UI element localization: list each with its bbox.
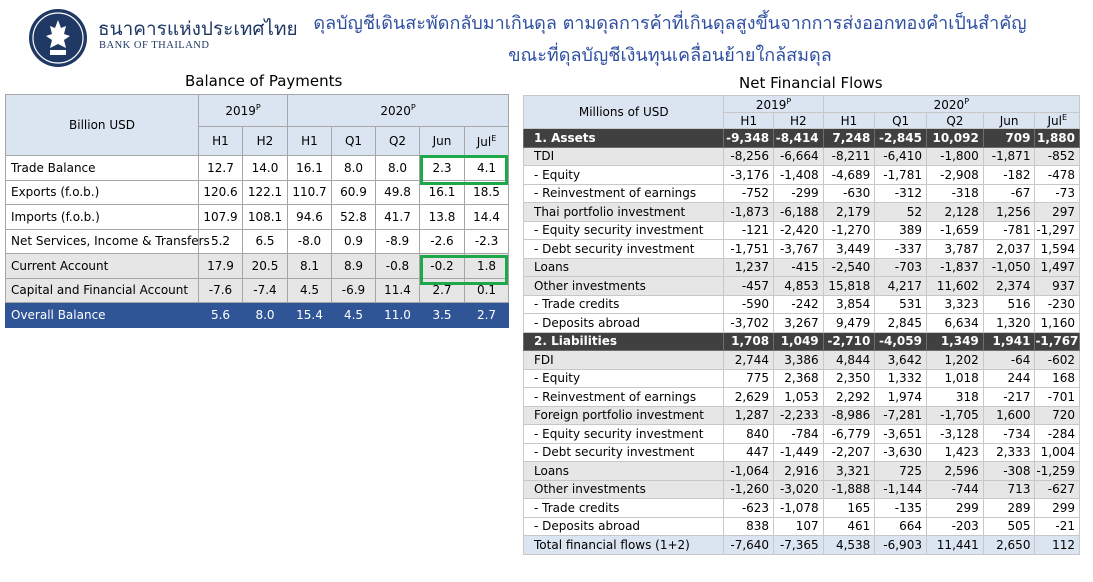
table-row [524, 443, 1080, 462]
value-cell: -6.9 [332, 278, 376, 303]
row-label: Foreign portfolio investment [524, 406, 724, 425]
value-cell: -457 [724, 277, 774, 296]
value-cell: -7,365 [774, 536, 824, 555]
value-cell: -3,702 [724, 314, 774, 333]
value-cell: 10,092 [926, 129, 983, 148]
value-cell: 3,323 [926, 295, 983, 314]
table-row [524, 166, 1080, 185]
table-row [524, 184, 1080, 203]
value-cell: -7.4 [243, 278, 288, 303]
value-cell: 1,880 [1035, 129, 1080, 148]
value-cell: 4.5 [332, 303, 376, 328]
value-cell: 3,854 [823, 295, 875, 314]
value-cell: -2.6 [420, 229, 465, 254]
value-cell: 8.9 [332, 254, 376, 279]
value-cell: 4,844 [823, 351, 875, 370]
value-cell: 60.9 [332, 180, 376, 205]
value-cell: 8.0 [376, 156, 420, 181]
value-cell: -1,050 [983, 258, 1035, 277]
nff-col-header: Jul$^E$ [1035, 113, 1080, 129]
value-cell: -852 [1035, 147, 1080, 166]
table-row [524, 221, 1080, 240]
value-cell: 1,256 [983, 203, 1035, 222]
value-cell: 709 [983, 129, 1035, 148]
value-cell: -64 [983, 351, 1035, 370]
value-cell: 5.6 [199, 303, 243, 328]
value-cell: 297 [1035, 203, 1080, 222]
value-cell: -1,144 [875, 480, 927, 499]
value-cell: -8.0 [288, 229, 332, 254]
row-label: - Deposits abroad [524, 517, 724, 536]
bop-col-header: Jul$^E$ [465, 127, 509, 156]
value-cell: -3,767 [774, 240, 824, 259]
table-row [524, 406, 1080, 425]
value-cell: 107.9 [199, 205, 243, 230]
value-cell: -2.3 [465, 229, 509, 254]
table-row [524, 240, 1080, 259]
value-cell: 1,423 [926, 443, 983, 462]
row-label: Capital and Financial Account [6, 278, 199, 303]
value-cell: -73 [1035, 184, 1080, 203]
bop-col-header: H1 [288, 127, 332, 156]
row-label: Total financial flows (1+2) [524, 536, 724, 555]
value-cell: 389 [875, 221, 927, 240]
nff-year-2019: $2019^P$ [724, 96, 823, 113]
value-cell: 1,018 [926, 369, 983, 388]
nff-title: Net Financial Flows [739, 74, 883, 92]
bank-name-thai: ธนาคารแห่งประเทศไทย [98, 18, 298, 40]
bop-year-2020: $2020^P$ [288, 95, 509, 127]
value-cell: 840 [724, 425, 774, 444]
row-label: Other investments [524, 480, 724, 499]
row-label: - Trade credits [524, 295, 724, 314]
value-cell: 3,787 [926, 240, 983, 259]
value-cell: 937 [1035, 277, 1080, 296]
value-cell: 110.7 [288, 180, 332, 205]
bop-year-2019: $2019^P$ [199, 95, 288, 127]
headline-line-2: ขณะที่ดุลบัญชีเงินทุนเคลื่อนย้ายใกล้สมดุล [508, 45, 832, 66]
value-cell: 122.1 [243, 180, 288, 205]
value-cell: 1,287 [724, 406, 774, 425]
value-cell: -1,837 [926, 258, 983, 277]
bop-col-header: Q1 [332, 127, 376, 156]
net-financial-flows-table [523, 95, 1080, 555]
table-row [524, 517, 1080, 536]
row-label: - Debt security investment [524, 240, 724, 259]
value-cell: 3,386 [774, 351, 824, 370]
row-label: Imports (f.o.b.) [6, 205, 199, 230]
value-cell: 15.4 [288, 303, 332, 328]
value-cell: -590 [724, 295, 774, 314]
value-cell: -230 [1035, 295, 1080, 314]
table-row [524, 480, 1080, 499]
nff-unit-label: Millions of USD [524, 96, 724, 129]
row-label: - Debt security investment [524, 443, 724, 462]
value-cell: 8.1 [288, 254, 332, 279]
value-cell: -415 [774, 258, 824, 277]
value-cell: 725 [875, 462, 927, 481]
value-cell: 505 [983, 517, 1035, 536]
row-label: - Equity security investment [524, 425, 724, 444]
value-cell: 2,350 [823, 369, 875, 388]
value-cell: 1.8 [465, 254, 509, 279]
value-cell: -1,297 [1035, 221, 1080, 240]
bop-col-header: Q2 [376, 127, 420, 156]
bop-col-header: Jun [420, 127, 465, 156]
value-cell: -9,348 [724, 129, 774, 148]
value-cell: 2,596 [926, 462, 983, 481]
current-account-highlight-box [420, 255, 508, 285]
row-label: 2. Liabilities [524, 332, 724, 351]
value-cell: 2,179 [823, 203, 875, 222]
nff-col-header: Jun [983, 113, 1035, 129]
table-row [524, 388, 1080, 407]
value-cell: -1,751 [724, 240, 774, 259]
value-cell: -744 [926, 480, 983, 499]
value-cell: -781 [983, 221, 1035, 240]
bop-col-header: H1 [199, 127, 243, 156]
row-label: Loans [524, 258, 724, 277]
value-cell: -3,020 [774, 480, 824, 499]
table-row [524, 369, 1080, 388]
value-cell: 41.7 [376, 205, 420, 230]
value-cell: 52 [875, 203, 927, 222]
value-cell: 2,374 [983, 277, 1035, 296]
value-cell: -3,651 [875, 425, 927, 444]
value-cell: 2,744 [724, 351, 774, 370]
value-cell: -0.2 [420, 254, 465, 279]
value-cell: 16.1 [420, 180, 465, 205]
row-label: Other investments [524, 277, 724, 296]
value-cell: -1,871 [983, 147, 1035, 166]
value-cell: 11,441 [926, 536, 983, 555]
value-cell: 14.4 [465, 205, 509, 230]
value-cell: -1,449 [774, 443, 824, 462]
value-cell: 299 [1035, 499, 1080, 518]
headline-line-1: ดุลบัญชีเดินสะพัดกลับมาเกินดุล ตามดุลการค้าที่เกินดุลสูงขึ้นจากการส่งออกทองคำเป็นสำคัญ [313, 13, 1027, 34]
value-cell: -3,128 [926, 425, 983, 444]
value-cell: 775 [724, 369, 774, 388]
value-cell: 2.7 [420, 278, 465, 303]
value-cell: -2,710 [823, 332, 875, 351]
nff-col-header: H2 [774, 113, 824, 129]
value-cell: 15,818 [823, 277, 875, 296]
value-cell: 1,237 [724, 258, 774, 277]
value-cell: -121 [724, 221, 774, 240]
value-cell: 107 [774, 517, 824, 536]
value-cell: -602 [1035, 351, 1080, 370]
value-cell: 2.7 [465, 303, 509, 328]
value-cell: 165 [823, 499, 875, 518]
value-cell: 2,629 [724, 388, 774, 407]
value-cell: 1,600 [983, 406, 1035, 425]
table-row [524, 536, 1080, 555]
table-row [6, 205, 509, 230]
value-cell: 4.5 [288, 278, 332, 303]
value-cell: 12.7 [199, 156, 243, 181]
row-label: Thai portfolio investment [524, 203, 724, 222]
nff-col-header: H1 [823, 113, 875, 129]
value-cell: -4,689 [823, 166, 875, 185]
value-cell: -478 [1035, 166, 1080, 185]
value-cell: 461 [823, 517, 875, 536]
value-cell: -1,408 [774, 166, 824, 185]
value-cell: 49.8 [376, 180, 420, 205]
value-cell: 112 [1035, 536, 1080, 555]
value-cell: -3,630 [875, 443, 927, 462]
bank-of-thailand-seal-icon [28, 8, 88, 68]
value-cell: -299 [774, 184, 824, 203]
trade-balance-highlight-box [420, 155, 508, 185]
value-cell: 2,650 [983, 536, 1035, 555]
value-cell: -6,410 [875, 147, 927, 166]
table-row [524, 258, 1080, 277]
table-row [524, 351, 1080, 370]
value-cell: 2,333 [983, 443, 1035, 462]
value-cell: 17.9 [199, 254, 243, 279]
value-cell: -2,908 [926, 166, 983, 185]
value-cell: 1,594 [1035, 240, 1080, 259]
value-cell: 1,941 [983, 332, 1035, 351]
value-cell: -7.6 [199, 278, 243, 303]
row-label: - Equity [524, 166, 724, 185]
value-cell: -6,188 [774, 203, 824, 222]
table-row [524, 425, 1080, 444]
value-cell: 11.4 [376, 278, 420, 303]
value-cell: 4,538 [823, 536, 875, 555]
value-cell: -21 [1035, 517, 1080, 536]
value-cell: 516 [983, 295, 1035, 314]
value-cell: 3,449 [823, 240, 875, 259]
value-cell: -3,176 [724, 166, 774, 185]
value-cell: -1,767 [1035, 332, 1080, 351]
bank-name-english: BANK OF THAILAND [99, 40, 210, 51]
value-cell: -1,873 [724, 203, 774, 222]
value-cell: -312 [875, 184, 927, 203]
value-cell: 168 [1035, 369, 1080, 388]
value-cell: -1,659 [926, 221, 983, 240]
table-row [6, 303, 509, 328]
table-row [524, 295, 1080, 314]
value-cell: 4.1 [465, 156, 509, 181]
value-cell: -1,260 [724, 480, 774, 499]
value-cell: -7,281 [875, 406, 927, 425]
row-label: - Reinvestment of earnings [524, 184, 724, 203]
value-cell: 18.5 [465, 180, 509, 205]
value-cell: -8.9 [376, 229, 420, 254]
value-cell: 713 [983, 480, 1035, 499]
bop-unit-label: Billion USD [6, 95, 199, 156]
value-cell: -318 [926, 184, 983, 203]
table-row [524, 277, 1080, 296]
row-label: - Reinvestment of earnings [524, 388, 724, 407]
value-cell: 9,479 [823, 314, 875, 333]
value-cell: 664 [875, 517, 927, 536]
table-row [6, 229, 509, 254]
row-label: TDI [524, 147, 724, 166]
value-cell: 2,916 [774, 462, 824, 481]
value-cell: 1,049 [774, 332, 824, 351]
value-cell: -623 [724, 499, 774, 518]
value-cell: 1,497 [1035, 258, 1080, 277]
value-cell: -6,779 [823, 425, 875, 444]
nff-col-header: Q1 [875, 113, 927, 129]
value-cell: 3,267 [774, 314, 824, 333]
value-cell: -2,845 [875, 129, 927, 148]
value-cell: -627 [1035, 480, 1080, 499]
value-cell: 318 [926, 388, 983, 407]
nff-header-years [524, 96, 1080, 113]
value-cell: 16.1 [288, 156, 332, 181]
value-cell: -1,781 [875, 166, 927, 185]
value-cell: -1,078 [774, 499, 824, 518]
row-label: FDI [524, 351, 724, 370]
value-cell: -0.8 [376, 254, 420, 279]
value-cell: 1,160 [1035, 314, 1080, 333]
value-cell: 8.0 [243, 303, 288, 328]
value-cell: -242 [774, 295, 824, 314]
value-cell: 2,037 [983, 240, 1035, 259]
row-label: - Trade credits [524, 499, 724, 518]
value-cell: 4,217 [875, 277, 927, 296]
nff-col-header: Q2 [926, 113, 983, 129]
value-cell: 8.0 [332, 156, 376, 181]
value-cell: 2.3 [420, 156, 465, 181]
value-cell: 3,321 [823, 462, 875, 481]
row-label: Trade Balance [6, 156, 199, 181]
value-cell: 299 [926, 499, 983, 518]
value-cell: 0.1 [465, 278, 509, 303]
row-label: 1. Assets [524, 129, 724, 148]
value-cell: -284 [1035, 425, 1080, 444]
value-cell: -8,414 [774, 129, 824, 148]
value-cell: 2,292 [823, 388, 875, 407]
value-cell: -2,420 [774, 221, 824, 240]
bop-header-years [6, 95, 509, 127]
value-cell: -734 [983, 425, 1035, 444]
row-label: - Deposits abroad [524, 314, 724, 333]
value-cell: -308 [983, 462, 1035, 481]
nff-year-2020: $2020^P$ [823, 96, 1079, 113]
value-cell: 0.9 [332, 229, 376, 254]
value-cell: 20.5 [243, 254, 288, 279]
value-cell: 3.5 [420, 303, 465, 328]
value-cell: -630 [823, 184, 875, 203]
value-cell: -337 [875, 240, 927, 259]
value-cell: -203 [926, 517, 983, 536]
value-cell: -6,903 [875, 536, 927, 555]
value-cell: 4,853 [774, 277, 824, 296]
balance-of-payments-table [5, 94, 509, 328]
value-cell: 6,634 [926, 314, 983, 333]
value-cell: -67 [983, 184, 1035, 203]
value-cell: -1,259 [1035, 462, 1080, 481]
value-cell: 11.0 [376, 303, 420, 328]
table-row [524, 332, 1080, 351]
value-cell: 13.8 [420, 205, 465, 230]
value-cell: 2,845 [875, 314, 927, 333]
value-cell: 289 [983, 499, 1035, 518]
value-cell: 14.0 [243, 156, 288, 181]
value-cell: 838 [724, 517, 774, 536]
bop-title: Balance of Payments [185, 72, 343, 90]
row-label: - Equity security investment [524, 221, 724, 240]
value-cell: 447 [724, 443, 774, 462]
nff-col-header: H1 [724, 113, 774, 129]
row-label: Overall Balance [6, 303, 199, 328]
value-cell: -752 [724, 184, 774, 203]
value-cell: 2,368 [774, 369, 824, 388]
value-cell: -1,888 [823, 480, 875, 499]
value-cell: 1,004 [1035, 443, 1080, 462]
table-row [524, 129, 1080, 148]
value-cell: -701 [1035, 388, 1080, 407]
value-cell: -8,986 [823, 406, 875, 425]
value-cell: -7,640 [724, 536, 774, 555]
value-cell: 94.6 [288, 205, 332, 230]
value-cell: 244 [983, 369, 1035, 388]
value-cell: -182 [983, 166, 1035, 185]
value-cell: -217 [983, 388, 1035, 407]
value-cell: 11,602 [926, 277, 983, 296]
value-cell: -4,059 [875, 332, 927, 351]
value-cell: 1,708 [724, 332, 774, 351]
value-cell: -1,064 [724, 462, 774, 481]
value-cell: -2,540 [823, 258, 875, 277]
row-label: Net Services, Income & Transfers [6, 229, 199, 254]
value-cell: -703 [875, 258, 927, 277]
value-cell: -784 [774, 425, 824, 444]
value-cell: -1,270 [823, 221, 875, 240]
value-cell: -8,256 [724, 147, 774, 166]
value-cell: -6,664 [774, 147, 824, 166]
value-cell: 5.2 [199, 229, 243, 254]
value-cell: 7,248 [823, 129, 875, 148]
value-cell: 1,332 [875, 369, 927, 388]
value-cell: 531 [875, 295, 927, 314]
value-cell: -2,207 [823, 443, 875, 462]
value-cell: 720 [1035, 406, 1080, 425]
value-cell: 6.5 [243, 229, 288, 254]
table-row [524, 314, 1080, 333]
value-cell: -1,800 [926, 147, 983, 166]
value-cell: 1,320 [983, 314, 1035, 333]
table-row [524, 499, 1080, 518]
row-label: Exports (f.o.b.) [6, 180, 199, 205]
table-row [524, 462, 1080, 481]
table-row [524, 147, 1080, 166]
value-cell: 1,053 [774, 388, 824, 407]
value-cell: 1,349 [926, 332, 983, 351]
value-cell: 120.6 [199, 180, 243, 205]
table-row [524, 203, 1080, 222]
value-cell: 3,642 [875, 351, 927, 370]
value-cell: 52.8 [332, 205, 376, 230]
value-cell: 1,202 [926, 351, 983, 370]
value-cell: -1,705 [926, 406, 983, 425]
value-cell: 108.1 [243, 205, 288, 230]
row-label: Loans [524, 462, 724, 481]
row-label: Current Account [6, 254, 199, 279]
bop-col-header: H2 [243, 127, 288, 156]
value-cell: -8,211 [823, 147, 875, 166]
row-label: - Equity [524, 369, 724, 388]
value-cell: 2,128 [926, 203, 983, 222]
value-cell: -135 [875, 499, 927, 518]
value-cell: 1,974 [875, 388, 927, 407]
value-cell: -2,233 [774, 406, 824, 425]
